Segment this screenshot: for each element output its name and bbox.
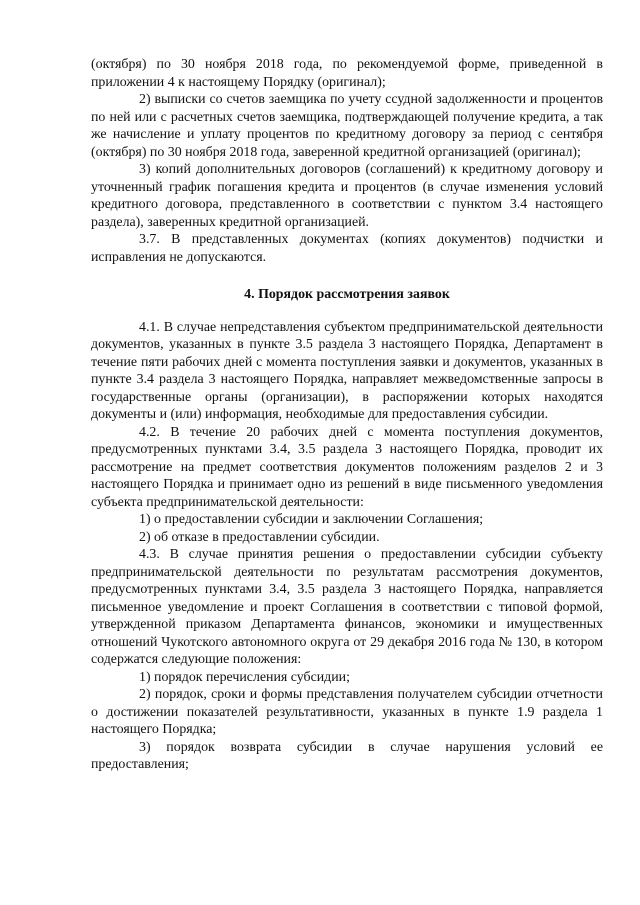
list-item-decision-2: 2) об отказе в предоставлении субсидии. (139, 529, 380, 545)
paragraph-item-2: 2) выписки со счетов заемщика по учету ссудной задолженности и процентов по ней или с расчетных счетов заемщика, подтверждающей получение кредита, а так же начисление и уплату процентов по кредитному договору за период с сентября (октября) по 30 ноября 2018 года, заверенной кредитной организацией (оригинал); (91, 92, 603, 160)
paragraph-item-3: 3) копий дополнительных договоров (соглашений) к кредитному договору и уточненный график погашения кредита и процентов (в случае изменения условий кредитного договора, представленного в соответствии с пунктом 3.4 настоящего раздела), заверенных кредитной организацией. (91, 162, 603, 230)
list-item-provision-1: 1) порядок перечисления субсидии; (139, 669, 350, 685)
paragraph-4-1: 4.1. В случае непредставления субъектом предпринимательской деятельности документов, указанных в пункте 3.5 раздела 3 настоящего Порядка, Департамент в течение пяти рабочих дней с момента поступления заявки и документов, указанных в пункте 3.4 раздела 3 настоящего Порядка, направляет межведомственные запросы в государственные органы (организации), в распоряжении которых находятся документы и (или) информация, необходимые для предоставления субсидии. (91, 319, 603, 422)
paragraph-3-7: 3.7. В представленных документах (копиях документов) подчистки и исправления не допускаются. (91, 232, 603, 265)
paragraph-4-2: 4.2. В течение 20 рабочих дней с момента поступления документов, предусмотренных пунктами 3.4, 3.5 раздела 3 настоящего Порядка, проводит их рассмотрение на предмет соответствия документов положениям разделов 2 и 3 настоящего Порядка и принимает одно из решений в виде письменного уведомления субъекта предпринимательской деятельности: (91, 424, 603, 510)
document-page (91, 56, 603, 774)
list-item-provision-2: 2) порядок, сроки и формы представления получателем субсидии отчетности о достижении показателей результативности, указанных в пункте 1.9 раздела 1 настоящего Порядка; (91, 687, 603, 737)
section-title: 4. Порядок рассмотрения заявок (244, 287, 450, 302)
paragraph-continuation: (октября) по 30 ноября 2018 года, по рекомендуемой форме, приведенной в приложении 4 к настоящему Порядку (оригинал); (91, 57, 603, 90)
list-item-provision-3: 3) порядок возврата субсидии в случае нарушения условий ее предоставления; (91, 739, 603, 772)
paragraph-4-3: 4.3. В случае принятия решения о предоставлении субсидии субъекту предпринимательской деятельности по результатам рассмотрения документов, предусмотренных пунктами 3.4, 3.5 раздела 3 настоящего Порядка, направляется письменное уведомление и проект Соглашения в соответствии с типовой формой, утвержденной приказом Департамента финансов, экономики и имущественных отношений Чукотского автономного округа от 29 декабря 2016 года № 130, в котором содержатся следующие положения: (91, 547, 603, 667)
list-item-decision-1: 1) о предоставлении субсидии и заключении Соглашения; (139, 512, 484, 527)
